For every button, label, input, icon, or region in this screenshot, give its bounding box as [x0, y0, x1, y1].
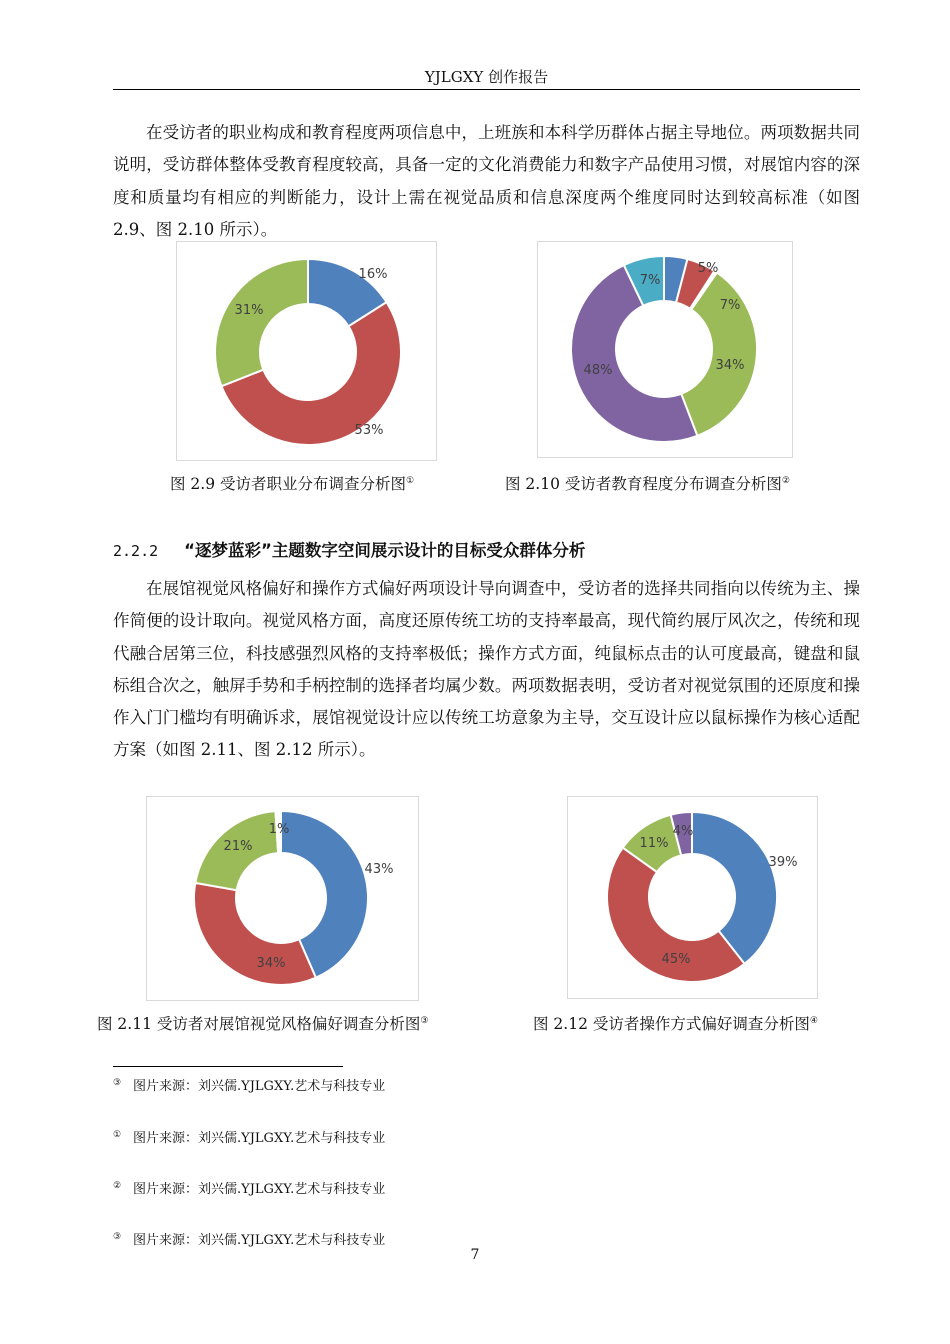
caption-fig-2-12	[533, 1012, 818, 1034]
caption-fig-2-12-mark: ④	[809, 1015, 818, 1026]
footnote-2	[113, 1127, 385, 1146]
donut-slice-1	[194, 883, 316, 985]
data-label-1: 34%	[256, 956, 286, 971]
chart-fig-2-12	[567, 796, 818, 999]
footnote-4-mark: ③	[113, 1231, 122, 1242]
chart-fig-2-9	[176, 241, 437, 461]
caption-fig-2-11-mark: ③	[420, 1015, 429, 1026]
page-number: 7	[470, 1247, 480, 1263]
footnote-1	[113, 1075, 385, 1094]
caption-fig-2-10-mark: ②	[781, 475, 790, 486]
data-label-0: 39%	[768, 855, 798, 870]
data-label-2: 7%	[719, 298, 741, 313]
data-label-2: 11%	[639, 836, 669, 851]
footnote-1-mark: ③	[113, 1077, 122, 1088]
caption-fig-2-9-text: 图 2.9 受访者职业分布调查分析图	[170, 475, 407, 493]
paragraph-2	[113, 573, 860, 767]
caption-fig-2-11-text: 图 2.11 受访者对展馆视觉风格偏好调查分析图	[97, 1015, 421, 1033]
caption-fig-2-12-text: 图 2.12 受访者操作方式偏好调查分析图	[533, 1015, 810, 1033]
caption-fig-2-10	[505, 472, 790, 494]
donut-slice-2	[215, 259, 308, 386]
caption-fig-2-10-text: 图 2.10 受访者教育程度分布调查分析图	[505, 475, 782, 493]
caption-fig-2-11	[97, 1012, 428, 1034]
data-label-1: 5%	[697, 261, 719, 276]
paragraph-1	[113, 117, 860, 246]
data-label-2: 21%	[223, 839, 253, 854]
caption-fig-2-9-mark: ①	[406, 475, 415, 486]
data-label-3: 1%	[268, 822, 290, 837]
footnote-2-mark: ①	[113, 1129, 122, 1140]
data-label-0: 43%	[364, 862, 394, 877]
paragraph-2-text: 在展馆视觉风格偏好和操作方式偏好两项设计导向调查中，受访者的选择共同指向以传统为主、操作简便的设计取向。视觉风格方面，高度还原传统工坊的支持率最高，现代简约展厅风次之，传统和现代融合居第三位，科技感强烈风格的支持率极低；操作方式方面，纯鼠标点击的认可度最高，键盘和鼠标组合次之，触屏手势和手柄控制的选择者均属少数。两项数据表明，受访者对视觉氛围的还原度和操作入门门槛均有明确诉求，展馆视觉设计应以传统工坊意象为主导，交互设计应以鼠标操作为核心适配方案（如图 2.11、图 2.12 所示）。	[113, 579, 860, 760]
data-label-3: 34%	[715, 358, 745, 373]
footnote-3-text: 图片来源：刘兴儒.YJLGXY.艺术与科技专业	[133, 1182, 386, 1197]
footnote-2-text: 图片来源：刘兴儒.YJLGXY.艺术与科技专业	[133, 1131, 386, 1146]
donut-chart-operation	[568, 797, 817, 998]
donut-chart-education	[538, 242, 792, 457]
donut-chart-visual-style	[147, 797, 418, 1000]
data-label-1: 45%	[661, 952, 691, 967]
data-label-3: 4%	[672, 824, 694, 839]
donut-chart-occupation	[177, 242, 436, 460]
footnote-3	[113, 1178, 385, 1197]
section-heading	[113, 537, 585, 561]
footnote-4-text: 图片来源：刘兴儒.YJLGXY.艺术与科技专业	[133, 1233, 386, 1248]
data-label-5: 7%	[639, 273, 661, 288]
paragraph-1-text: 在受访者的职业构成和教育程度两项信息中，上班族和本科学历群体占据主导地位。两项数据共同说明，受访群体整体受教育程度较高，具备一定的文化消费能力和数字产品使用习惯，对展馆内容的深度和质量均有相应的判断能力，设计上需在视觉品质和信息深度两个维度同时达到较高标准（如图 2.9、图 2.10 所示）。	[113, 123, 860, 239]
chart-fig-2-10	[537, 241, 793, 458]
footnote-rule	[113, 1066, 343, 1067]
page-header: YJLGXY 创作报告	[424, 68, 549, 86]
caption-fig-2-9	[170, 472, 414, 494]
data-label-1: 53%	[354, 423, 384, 438]
footnote-3-mark: ②	[113, 1180, 122, 1191]
footnote-1-text: 图片来源：刘兴儒.YJLGXY.艺术与科技专业	[133, 1079, 386, 1094]
data-label-2: 31%	[234, 303, 264, 318]
chart-fig-2-11	[146, 796, 419, 1001]
data-label-0: 16%	[358, 267, 388, 282]
section-number: 2.2.2	[113, 542, 159, 560]
data-label-4: 48%	[583, 363, 613, 378]
footnote-4	[113, 1229, 385, 1248]
header-rule	[113, 89, 860, 90]
section-title: “逐梦蓝彩”主题数字空间展示设计的目标受众群体分析	[184, 541, 586, 560]
